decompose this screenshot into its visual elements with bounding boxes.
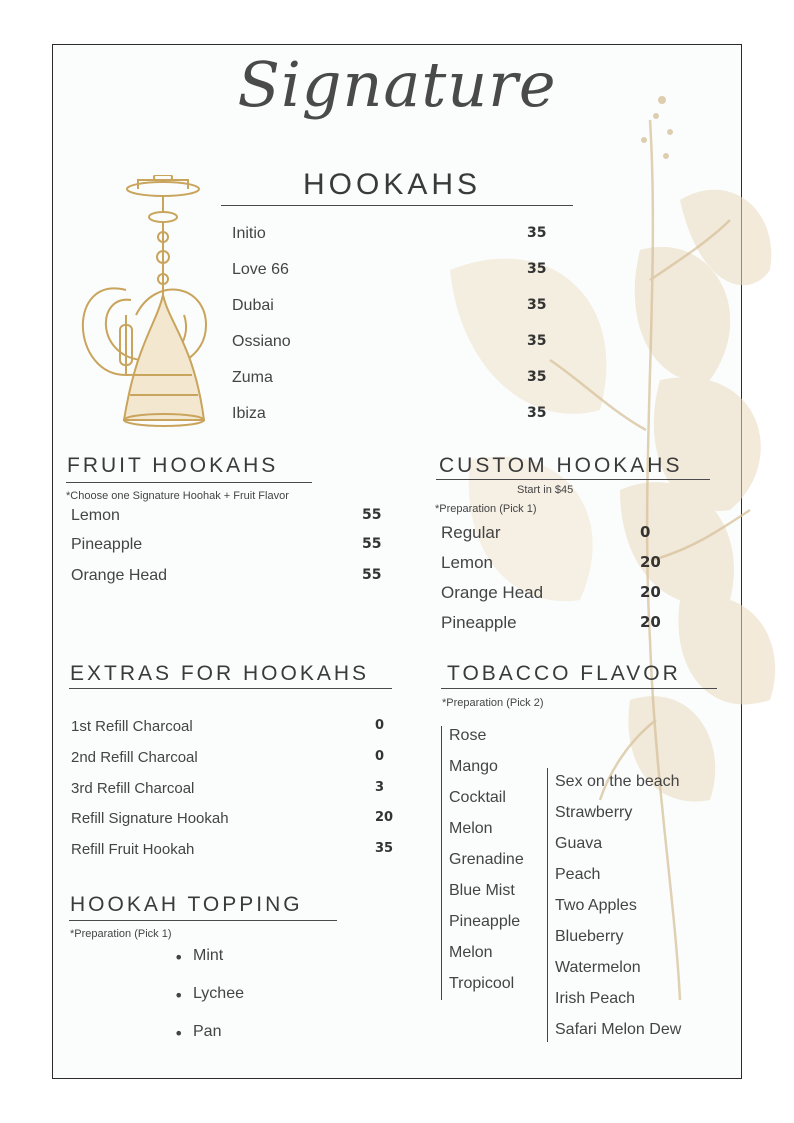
custom-item: Pineapple — [441, 613, 517, 632]
tobacco-flavor: Watermelon — [555, 959, 641, 976]
tobacco-col1-divider — [441, 726, 442, 1000]
extras-price: 0 — [375, 749, 385, 764]
hookah-price: 35 — [527, 405, 547, 421]
bullet-icon: • — [174, 986, 184, 1005]
tobacco-flavor: Cocktail — [449, 789, 506, 806]
bullet-icon: • — [174, 948, 184, 967]
extras-price: 0 — [375, 718, 385, 733]
tobacco-flavor: Rose — [449, 727, 487, 744]
extras-price: 35 — [375, 841, 394, 856]
topping-title: HOOKAH TOPPING — [70, 893, 303, 916]
fruit-hookahs-note: *Choose one Signature Hoohak + Fruit Flavor — [66, 490, 289, 502]
custom-hookahs-note: *Preparation (Pick 1) — [435, 503, 537, 515]
hookah-price: 35 — [527, 225, 547, 241]
tobacco-col2-divider — [547, 768, 548, 1042]
tobacco-flavor: Two Apples — [555, 897, 637, 914]
fruit-price: 55 — [362, 567, 382, 583]
custom-price: 20 — [640, 583, 661, 601]
bullet-icon: • — [174, 1024, 184, 1043]
fruit-hookahs-rule — [66, 482, 312, 483]
extras-rule — [69, 688, 392, 689]
tobacco-flavor: Safari Melon Dew — [555, 1021, 682, 1038]
extras-item: Refill Signature Hookah — [71, 810, 229, 827]
fruit-price: 55 — [362, 507, 382, 523]
extras-price: 20 — [375, 810, 394, 825]
tobacco-flavor: Tropicool — [449, 975, 515, 992]
fruit-item: Pineapple — [71, 536, 143, 553]
tobacco-flavor: Peach — [555, 866, 601, 883]
extras-item: 1st Refill Charcoal — [71, 718, 193, 735]
tobacco-flavor: Grenadine — [449, 851, 524, 868]
hookah-item: Ossiano — [232, 333, 291, 350]
custom-hookahs-rule — [436, 479, 710, 480]
hookah-price: 35 — [527, 369, 547, 385]
tobacco-rule — [441, 688, 717, 689]
tobacco-flavor: Guava — [555, 835, 603, 852]
tobacco-flavor: Sex on the beach — [555, 773, 680, 790]
hookahs-rule — [221, 205, 573, 206]
extras-item: Refill Fruit Hookah — [71, 841, 195, 858]
hookah-item: Zuma — [232, 369, 273, 386]
tobacco-title: TOBACCO FLAVOR — [447, 662, 681, 685]
hookah-item: Dubai — [232, 297, 274, 314]
fruit-price: 55 — [362, 536, 382, 552]
topping-item: Pan — [193, 1023, 222, 1040]
hookah-item: Ibiza — [232, 405, 266, 422]
custom-price: 0 — [640, 523, 651, 541]
tobacco-note: *Preparation (Pick 2) — [442, 697, 544, 709]
hookah-illustration-icon — [66, 175, 226, 430]
hookah-item: Initio — [232, 225, 266, 242]
signature-script-title: Signature — [237, 48, 557, 121]
tobacco-flavor: Irish Peach — [555, 990, 636, 1007]
topping-note: *Preparation (Pick 1) — [70, 928, 172, 940]
custom-price: 20 — [640, 553, 661, 571]
topping-rule — [69, 920, 337, 921]
custom-price: 20 — [640, 613, 661, 631]
fruit-hookahs-title: FRUIT HOOKAHS — [67, 454, 279, 477]
tobacco-flavor: Strawberry — [555, 804, 633, 821]
tobacco-flavor: Melon — [449, 944, 493, 961]
custom-item: Regular — [441, 523, 501, 542]
custom-hookahs-title: CUSTOM HOOKAHS — [439, 454, 683, 477]
fruit-item: Orange Head — [71, 567, 168, 584]
tobacco-flavor: Pineapple — [449, 913, 521, 930]
hookah-price: 35 — [527, 261, 547, 277]
extras-title: EXTRAS FOR HOOKAHS — [70, 662, 370, 685]
custom-start-price: Start in $45 — [517, 484, 574, 496]
hookah-item: Love 66 — [232, 261, 289, 278]
extras-item: 2nd Refill Charcoal — [71, 749, 198, 766]
hookah-price: 35 — [527, 297, 547, 313]
tobacco-flavor: Mango — [449, 758, 498, 775]
tobacco-flavor: Blue Mist — [449, 882, 515, 899]
topping-item: Mint — [193, 947, 224, 964]
tobacco-flavor: Melon — [449, 820, 493, 837]
topping-item: Lychee — [193, 985, 244, 1002]
hookah-price: 35 — [527, 333, 547, 349]
hookahs-title: HOOKAHS — [303, 168, 482, 201]
custom-item: Lemon — [441, 553, 493, 572]
tobacco-flavor: Blueberry — [555, 928, 624, 945]
extras-item: 3rd Refill Charcoal — [71, 780, 195, 797]
custom-item: Orange Head — [441, 583, 544, 602]
fruit-item: Lemon — [71, 507, 120, 524]
extras-price: 3 — [375, 780, 385, 795]
